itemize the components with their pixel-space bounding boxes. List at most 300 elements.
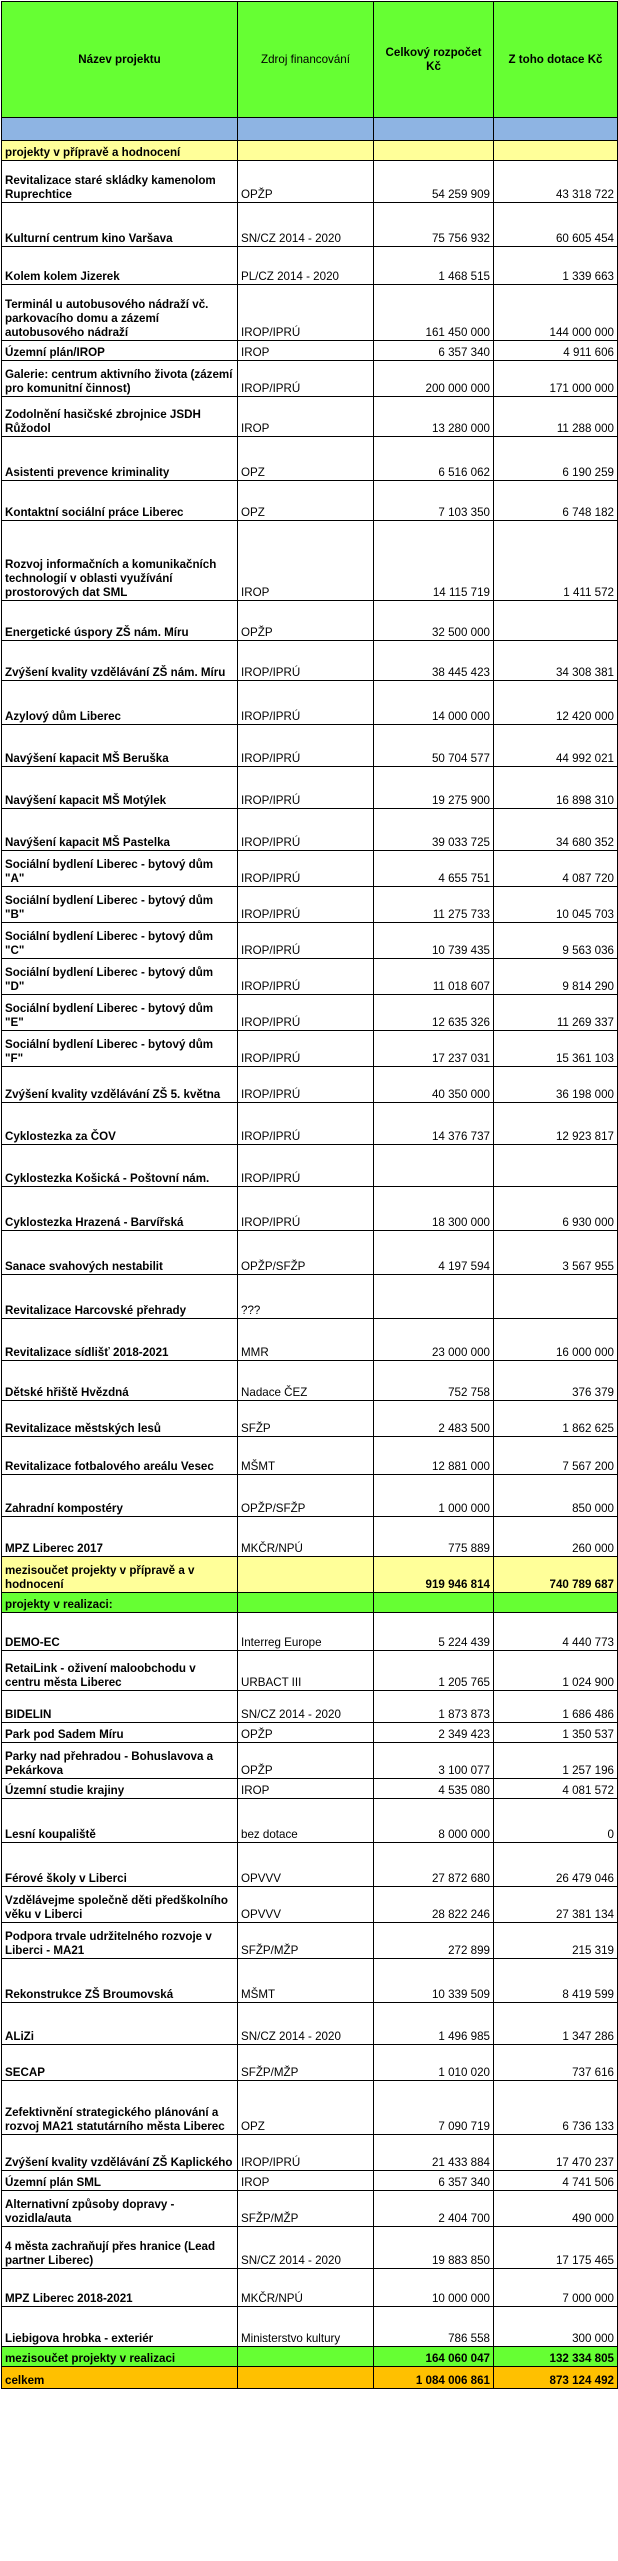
subsidy-cell: 300 000 [494,2307,618,2347]
funding-source-cell: SN/CZ 2014 - 2020 [238,2227,374,2269]
project-name-cell: Revitalizace Harcovské přehrady [2,1275,238,1319]
table-row [2,1517,618,1557]
project-name-cell: Férové školy v Liberci [2,1843,238,1887]
subsidy-cell [494,1275,618,1319]
subsidy-cell: 44 992 021 [494,725,618,767]
subsidy-cell: 1 862 625 [494,1401,618,1437]
funding-source-cell: SFŽP/MŽP [238,1923,374,1959]
table-row [2,481,618,521]
total-budget-cell: 4 535 080 [374,1779,494,1799]
total-budget-cell: 32 500 000 [374,601,494,641]
table-row [2,1799,618,1843]
total-budget-cell: 5 224 439 [374,1613,494,1651]
funding-source-cell: IROP/IPRÚ [238,641,374,681]
project-name-cell: Sociální bydlení Liberec - bytový dům "A" [2,851,238,887]
project-name-cell: 4 města zachraňují přes hranice (Lead partner Liberec) [2,2227,238,2269]
project-name-cell: Sociální bydlení Liberec - bytový dům "D" [2,959,238,995]
subsidy-cell: 7 000 000 [494,2269,618,2307]
project-name-cell: Azylový dům Liberec [2,681,238,725]
project-name-cell: Zefektivnění strategického plánování a rozvoj MA21 statutárního města Liberec [2,2081,238,2135]
subsidy-cell: 9 563 036 [494,923,618,959]
total-budget-cell: 10 739 435 [374,923,494,959]
funding-source-cell: MKČR/NPÚ [238,2269,374,2307]
total-budget-cell: 23 000 000 [374,1319,494,1361]
project-name-cell: Navýšení kapacit MŠ Beruška [2,725,238,767]
funding-source-cell: IROP/IPRÚ [238,2135,374,2171]
subsidy-cell: 6 190 259 [494,437,618,481]
project-name-cell: Zodolnění hasičské zbrojnice JSDH Růžodol [2,397,238,437]
total-budget-cell: 18 300 000 [374,1187,494,1231]
table-row [2,809,618,851]
total-budget-cell: 21 433 884 [374,2135,494,2171]
total-budget-cell: 161 450 000 [374,285,494,341]
table-row [2,521,618,601]
funding-source-cell: SFŽP/MŽP [238,2045,374,2081]
project-name-cell: Revitalizace sídlišť 2018-2021 [2,1319,238,1361]
project-name-cell: Energetické úspory ZŠ nám. Míru [2,601,238,641]
project-name-cell: Kolem kolem Jizerek [2,247,238,285]
funding-source-cell: Interreg Europe [238,1613,374,1651]
funding-source-cell: SFŽP/MŽP [238,2191,374,2227]
total-budget-cell: 2 483 500 [374,1401,494,1437]
total-budget-cell: 1 010 020 [374,2045,494,2081]
funding-source-cell: SFŽP [238,1401,374,1437]
subsidy-cell: 1 024 900 [494,1651,618,1691]
subsidy-cell [494,141,618,161]
table-row [2,1067,618,1103]
funding-source-cell: SN/CZ 2014 - 2020 [238,2003,374,2045]
table-row [2,1319,618,1361]
total-budget-cell: 7 090 719 [374,2081,494,2135]
table-row [2,118,618,141]
funding-source-cell: IROP [238,1779,374,1799]
funding-source-cell: OPŽP/SFŽP [238,1475,374,1517]
total-budget-cell: 164 060 047 [374,2347,494,2367]
total-budget-cell: 6 357 340 [374,341,494,361]
funding-source-cell: IROP [238,341,374,361]
total-budget-cell: 2 404 700 [374,2191,494,2227]
total-budget-cell: 14 115 719 [374,521,494,601]
total-budget-cell [374,118,494,141]
total-budget-cell: 19 883 850 [374,2227,494,2269]
subsidy-cell: 490 000 [494,2191,618,2227]
total-budget-cell: 3 100 077 [374,1743,494,1779]
subsidy-cell: 60 605 454 [494,203,618,247]
subsidy-cell [494,118,618,141]
table-row [2,767,618,809]
subsidy-cell: 11 269 337 [494,995,618,1031]
funding-source-cell: IROP/IPRÚ [238,851,374,887]
subsidy-cell: 26 479 046 [494,1843,618,1887]
table-row [2,1613,618,1651]
funding-source-cell: OPZ [238,481,374,521]
table-row [2,641,618,681]
funding-source-cell: OPŽP/SFŽP [238,1231,374,1275]
header-subsidy: Z toho dotace Kč [494,2,618,118]
project-name-cell: SECAP [2,2045,238,2081]
project-name-cell: Revitalizace staré skládky kamenolom Ruprechtice [2,161,238,203]
subtotal-row [2,1557,618,1593]
project-name-cell: Sanace svahových nestabilit [2,1231,238,1275]
table-row [2,203,618,247]
funding-source-cell: OPVVV [238,1843,374,1887]
table-row [2,1593,618,1613]
table-row [2,681,618,725]
total-budget-cell: 272 899 [374,1923,494,1959]
total-budget-cell: 28 822 246 [374,1887,494,1923]
subsidy-cell: 144 000 000 [494,285,618,341]
subsidy-cell: 15 361 103 [494,1031,618,1067]
table-row [2,247,618,285]
subsidy-cell: 4 741 506 [494,2171,618,2191]
total-budget-cell: 1 496 985 [374,2003,494,2045]
project-name-cell: Revitalizace fotbalového areálu Vesec [2,1437,238,1475]
table-row [2,1361,618,1401]
table-row [2,1437,618,1475]
funding-source-cell [238,2367,374,2389]
total-budget-cell: 1 000 000 [374,1475,494,1517]
project-name-cell: mezisoučet projekty v realizaci [2,2347,238,2367]
total-budget-cell: 1 468 515 [374,247,494,285]
table-row [2,1691,618,1723]
funding-source-cell: IROP/IPRÚ [238,361,374,397]
table-row [2,1275,618,1319]
project-name-cell [2,118,238,141]
project-name-cell: Kontaktní sociální práce Liberec [2,481,238,521]
header-row [2,2,618,118]
funding-source-cell: OPŽP [238,1723,374,1743]
total-budget-cell: 50 704 577 [374,725,494,767]
project-name-cell: Zvýšení kvality vzdělávání ZŠ nám. Míru [2,641,238,681]
total-budget-cell: 6 357 340 [374,2171,494,2191]
funding-source-cell [238,118,374,141]
funding-source-cell: Nadace ČEZ [238,1361,374,1401]
project-name-cell: Sociální bydlení Liberec - bytový dům "C" [2,923,238,959]
total-budget-cell [374,1275,494,1319]
table-row [2,1843,618,1887]
total-budget-cell: 786 558 [374,2307,494,2347]
total-budget-cell: 200 000 000 [374,361,494,397]
table-row [2,2269,618,2307]
project-name-cell: Sociální bydlení Liberec - bytový dům "E" [2,995,238,1031]
table-row [2,2045,618,2081]
table-row [2,2081,618,2135]
table-row [2,1743,618,1779]
funding-source-cell: bez dotace [238,1799,374,1843]
subsidy-cell [494,601,618,641]
project-name-cell: Sociální bydlení Liberec - bytový dům "B" [2,887,238,923]
project-name-cell: Alternativní způsoby dopravy - vozidla/auta [2,2191,238,2227]
subsidy-cell: 4 081 572 [494,1779,618,1799]
subsidy-cell: 34 308 381 [494,641,618,681]
project-name-cell: Park pod Sadem Míru [2,1723,238,1743]
funding-source-cell: OPŽP [238,161,374,203]
total-budget-cell: 919 946 814 [374,1557,494,1593]
total-budget-cell: 12 881 000 [374,1437,494,1475]
project-name-cell: Navýšení kapacit MŠ Pastelka [2,809,238,851]
table-row [2,1145,618,1187]
table-row [2,1779,618,1799]
subsidy-cell: 4 440 773 [494,1613,618,1651]
table-body [2,118,618,2389]
subsidy-cell: 10 045 703 [494,887,618,923]
project-name-cell: DEMO-EC [2,1613,238,1651]
funding-source-cell: MŠMT [238,1437,374,1475]
table-row [2,1923,618,1959]
subsidy-cell: 8 419 599 [494,1959,618,2003]
project-name-cell: Cyklostezka Hrazená - Barvířská [2,1187,238,1231]
project-name-cell: Lesní koupaliště [2,1799,238,1843]
funding-source-cell: IROP/IPRÚ [238,767,374,809]
total-budget-cell [374,1593,494,1613]
funding-source-cell: MKČR/NPÚ [238,1517,374,1557]
subsidy-cell: 43 318 722 [494,161,618,203]
funding-source-cell: MMR [238,1319,374,1361]
funding-source-cell [238,141,374,161]
project-name-cell: Rekonstrukce ZŠ Broumovská [2,1959,238,2003]
funding-source-cell [238,1593,374,1613]
subsidy-cell: 1 411 572 [494,521,618,601]
subsidy-cell: 4 087 720 [494,851,618,887]
funding-source-cell: IROP [238,397,374,437]
project-name-cell: Revitalizace městských lesů [2,1401,238,1437]
header-project-name: Název projektu [2,2,238,118]
table-row [2,2171,618,2191]
project-name-cell: RetaiLink - oživení maloobchodu v centru města Liberec [2,1651,238,1691]
project-name-cell: mezisoučet projekty v přípravě a v hodnocení [2,1557,238,1593]
subsidy-cell: 11 288 000 [494,397,618,437]
table-row [2,1475,618,1517]
project-name-cell: Terminál u autobusového nádraží vč. parkovacího domu a zázemí autobusového nádraží [2,285,238,341]
total-budget-cell: 75 756 932 [374,203,494,247]
subsidy-cell: 1 350 537 [494,1723,618,1743]
total-budget-cell: 13 280 000 [374,397,494,437]
total-budget-cell: 1 205 765 [374,1651,494,1691]
total-budget-cell: 12 635 326 [374,995,494,1031]
project-name-cell: Kulturní centrum kino Varšava [2,203,238,247]
table-row [2,2135,618,2171]
funding-source-cell: OPVVV [238,1887,374,1923]
funding-source-cell: IROP/IPRÚ [238,1103,374,1145]
funding-source-cell: IROP/IPRÚ [238,809,374,851]
table-row [2,2227,618,2269]
funding-source-cell: URBACT III [238,1651,374,1691]
total-budget-cell: 17 237 031 [374,1031,494,1067]
project-name-cell: Asistenti prevence kriminality [2,437,238,481]
subsidy-cell: 12 923 817 [494,1103,618,1145]
projects-table [1,1,618,2389]
project-name-cell: Územní plán/IROP [2,341,238,361]
subsidy-cell: 6 748 182 [494,481,618,521]
subsidy-cell: 1 686 486 [494,1691,618,1723]
subsidy-cell: 6 736 133 [494,2081,618,2135]
subsidy-cell [494,1593,618,1613]
project-name-cell: Zvýšení kvality vzdělávání ZŠ 5. května [2,1067,238,1103]
table-row [2,285,618,341]
project-name-cell: Dětské hřiště Hvězdná [2,1361,238,1401]
subsidy-cell: 16 000 000 [494,1319,618,1361]
funding-source-cell: IROP [238,2171,374,2191]
subsidy-cell: 215 319 [494,1923,618,1959]
subsidy-cell: 4 911 606 [494,341,618,361]
project-name-cell: Liebigova hrobka - exteriér [2,2307,238,2347]
subsidy-cell: 740 789 687 [494,1557,618,1593]
funding-source-cell: IROP/IPRÚ [238,1187,374,1231]
total-budget-cell: 6 516 062 [374,437,494,481]
total-budget-cell: 8 000 000 [374,1799,494,1843]
subsidy-cell: 1 339 663 [494,247,618,285]
subsidy-cell [494,1145,618,1187]
table-row [2,2307,618,2347]
funding-source-cell: SN/CZ 2014 - 2020 [238,203,374,247]
total-budget-cell: 39 033 725 [374,809,494,851]
total-budget-cell: 11 275 733 [374,887,494,923]
total-budget-cell: 775 889 [374,1517,494,1557]
table-row [2,995,618,1031]
subsidy-cell: 34 680 352 [494,809,618,851]
project-name-cell: Sociální bydlení Liberec - bytový dům "F" [2,1031,238,1067]
table-row [2,1401,618,1437]
table-row [2,141,618,161]
subsidy-cell: 850 000 [494,1475,618,1517]
funding-source-cell: MŠMT [238,1959,374,2003]
table-row [2,851,618,887]
table-row [2,887,618,923]
subsidy-cell: 17 470 237 [494,2135,618,2171]
funding-source-cell: IROP/IPRÚ [238,725,374,767]
subsidy-cell: 0 [494,1799,618,1843]
table-row [2,725,618,767]
funding-source-cell: IROP/IPRÚ [238,1031,374,1067]
project-name-cell: MPZ Liberec 2018-2021 [2,2269,238,2307]
funding-source-cell: IROP/IPRÚ [238,959,374,995]
project-name-cell: MPZ Liberec 2017 [2,1517,238,1557]
subsidy-cell: 1 347 286 [494,2003,618,2045]
project-name-cell: Galerie: centrum aktivního života (zázemí pro komunitní činnost) [2,361,238,397]
total-budget-cell: 752 758 [374,1361,494,1401]
table-row [2,437,618,481]
total-budget-cell: 27 872 680 [374,1843,494,1887]
project-name-cell: Parky nad přehradou - Bohuslavova a Pekárkova [2,1743,238,1779]
subsidy-cell: 260 000 [494,1517,618,1557]
project-name-cell: celkem [2,2367,238,2389]
funding-source-cell: OPŽP [238,601,374,641]
total-budget-cell: 4 197 594 [374,1231,494,1275]
funding-source-cell: IROP/IPRÚ [238,1145,374,1187]
subsidy-cell: 7 567 200 [494,1437,618,1475]
table-row [2,341,618,361]
funding-source-cell: IROP/IPRÚ [238,285,374,341]
table-row [2,1651,618,1691]
total-row [2,2367,618,2389]
funding-source-cell: IROP/IPRÚ [238,995,374,1031]
total-budget-cell: 10 000 000 [374,2269,494,2307]
total-budget-cell: 38 445 423 [374,641,494,681]
table-row [2,959,618,995]
total-budget-cell: 54 259 909 [374,161,494,203]
total-budget-cell: 1 084 006 861 [374,2367,494,2389]
project-name-cell: Rozvoj informačních a komunikačních technologií v oblasti využívání prostorových dat SML [2,521,238,601]
subsidy-cell: 36 198 000 [494,1067,618,1103]
funding-source-cell: IROP/IPRÚ [238,887,374,923]
project-name-cell: Cyklostezka Košická - Poštovní nám. [2,1145,238,1187]
total-budget-cell: 7 103 350 [374,481,494,521]
funding-source-cell: IROP/IPRÚ [238,923,374,959]
funding-source-cell: OPŽP [238,1743,374,1779]
funding-source-cell: IROP [238,521,374,601]
table-row [2,1187,618,1231]
subsidy-cell: 12 420 000 [494,681,618,725]
total-budget-cell: 40 350 000 [374,1067,494,1103]
total-budget-cell: 1 873 873 [374,1691,494,1723]
project-name-cell: projekty v realizaci: [2,1593,238,1613]
funding-source-cell: Ministerstvo kultury [238,2307,374,2347]
total-budget-cell: 4 655 751 [374,851,494,887]
funding-source-cell: OPZ [238,437,374,481]
funding-source-cell [238,2347,374,2367]
subsidy-cell: 737 616 [494,2045,618,2081]
total-budget-cell: 11 018 607 [374,959,494,995]
funding-source-cell: PL/CZ 2014 - 2020 [238,247,374,285]
project-name-cell: Územní plán SML [2,2171,238,2191]
total-budget-cell: 10 339 509 [374,1959,494,2003]
project-name-cell: Vzdělávejme společně děti předškolního věku v Liberci [2,1887,238,1923]
project-name-cell: Cyklostezka za ČOV [2,1103,238,1145]
project-name-cell: Zahradní kompostéry [2,1475,238,1517]
table-row [2,397,618,437]
table-row [2,361,618,397]
project-name-cell: BIDELIN [2,1691,238,1723]
table-row [2,1031,618,1067]
project-name-cell: ALiZi [2,2003,238,2045]
header-total-budget: Celkový rozpočet Kč [374,2,494,118]
funding-source-cell [238,1557,374,1593]
funding-source-cell: ??? [238,1275,374,1319]
total-budget-cell: 19 275 900 [374,767,494,809]
total-budget-cell [374,1145,494,1187]
table-row [2,2003,618,2045]
total-budget-cell: 14 000 000 [374,681,494,725]
total-budget-cell [374,141,494,161]
table-row [2,2191,618,2227]
table-row [2,1959,618,2003]
project-name-cell: Podpora trvale udržitelného rozvoje v Liberci - MA21 [2,1923,238,1959]
subsidy-cell: 6 930 000 [494,1187,618,1231]
subsidy-cell: 1 257 196 [494,1743,618,1779]
funding-source-cell: IROP/IPRÚ [238,1067,374,1103]
subsidy-cell: 17 175 465 [494,2227,618,2269]
project-name-cell: Navýšení kapacit MŠ Motýlek [2,767,238,809]
total-budget-cell: 2 349 423 [374,1723,494,1743]
subsidy-cell: 9 814 290 [494,959,618,995]
header-funding-source: Zdroj financování [238,2,374,118]
project-name-cell: projekty v přípravě a hodnocení [2,141,238,161]
subtotal-row [2,2347,618,2367]
funding-source-cell: IROP/IPRÚ [238,681,374,725]
subsidy-cell: 16 898 310 [494,767,618,809]
table-row [2,161,618,203]
table-row [2,1103,618,1145]
project-name-cell: Územní studie krajiny [2,1779,238,1799]
project-name-cell: Zvýšení kvality vzdělávání ZŠ Kaplického [2,2135,238,2171]
subsidy-cell: 873 124 492 [494,2367,618,2389]
funding-source-cell: SN/CZ 2014 - 2020 [238,1691,374,1723]
table-row [2,1723,618,1743]
table-row [2,601,618,641]
funding-source-cell: OPZ [238,2081,374,2135]
total-budget-cell: 14 376 737 [374,1103,494,1145]
subsidy-cell: 27 381 134 [494,1887,618,1923]
